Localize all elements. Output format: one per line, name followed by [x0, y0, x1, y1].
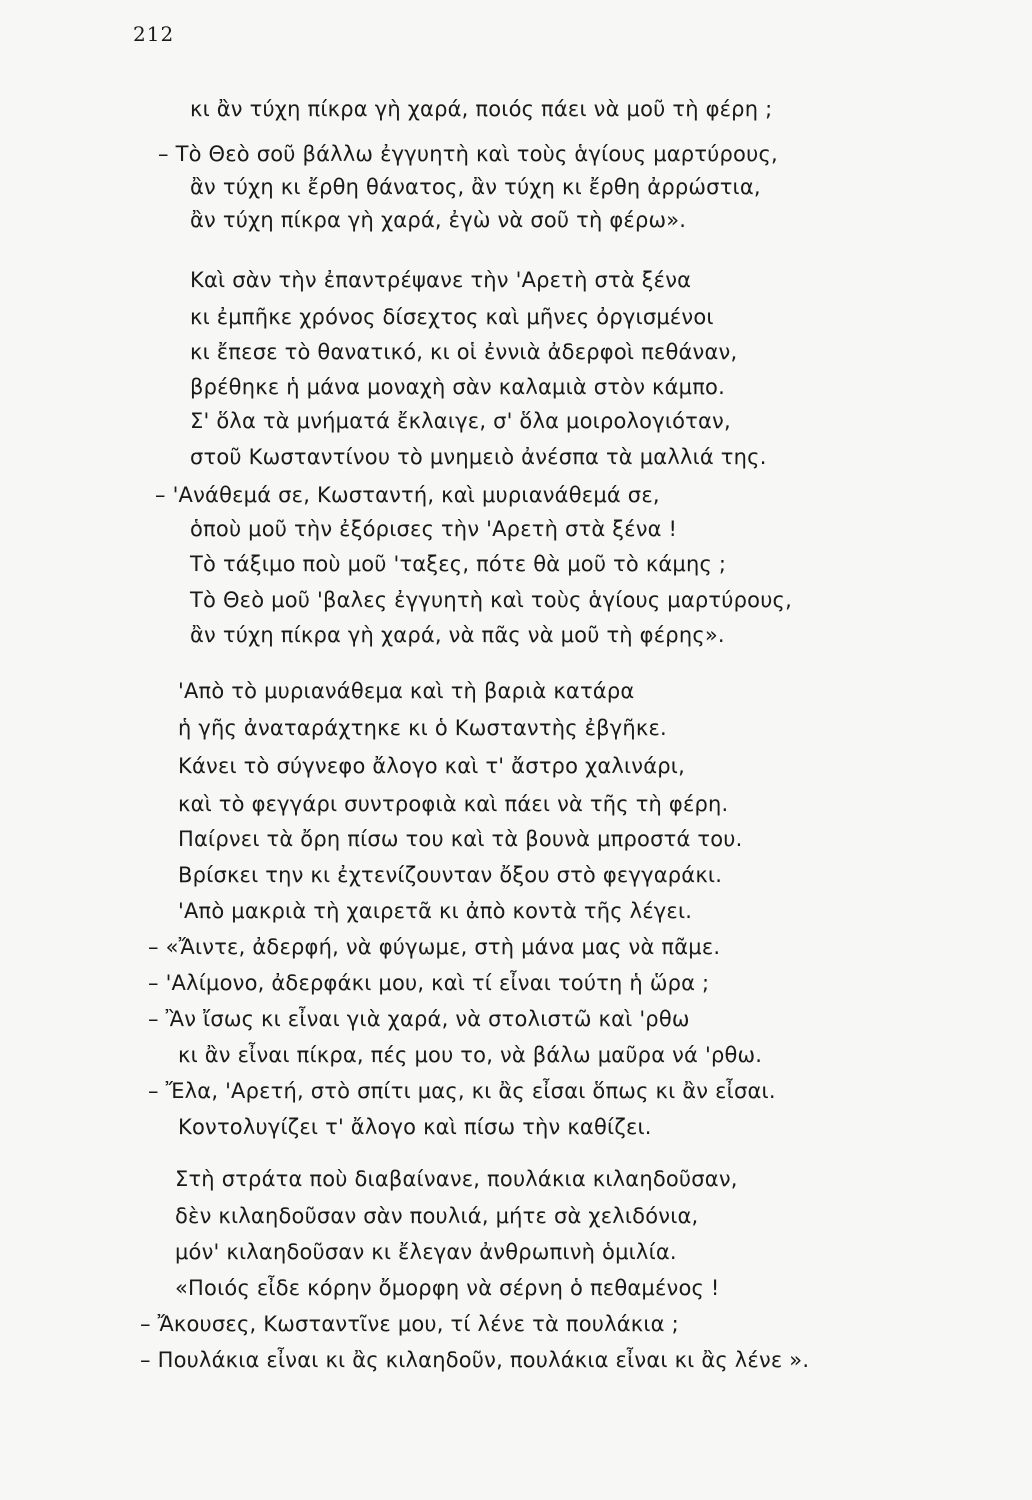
verse-line: ἡ γῆς ἀναταράχτηκε κι ὁ Κωσταντὴς ἐβγῆκε. [178, 716, 667, 740]
verse-line: 'Απὸ μακριὰ τὴ χαιρετᾶ κι ἀπὸ κοντὰ τῆς λέγει. [178, 899, 693, 923]
verse-line: – 'Αλίμονο, ἀδερφάκι μου, καὶ τί εἶναι τούτη ἡ ὥρα ; [148, 971, 710, 995]
verse-line: – 'Ανάθεμά σε, Κωσταντή, καὶ μυριανάθεμά σε, [155, 483, 660, 507]
verse-line: Βρίσκει την κι ἐχτενίζουνταν ὄξου στὸ φεγγαράκι. [178, 863, 723, 887]
page-number: 212 [133, 22, 175, 46]
verse-line: Τὸ τάξιμο ποὺ μοῦ 'ταξες, πότε θὰ μοῦ τὸ κάμης ; [190, 552, 727, 576]
verse-line: βρέθηκε ἡ μάνα μοναχὴ σὰν καλαμιὰ στὸν κάμπο. [190, 375, 725, 399]
verse-line: κι ἂν εἶναι πίκρα, πές μου το, νὰ βάλω μαῦρα νά 'ρθω. [178, 1043, 763, 1067]
verse-line: – Πουλάκια εἶναι κι ἂς κιλαηδοῦν, πουλάκια εἶναι κι ἂς λένε ». [140, 1348, 810, 1372]
verse-line: 'Απὸ τὸ μυριανάθεμα καὶ τὴ βαριὰ κατάρα [178, 679, 635, 703]
verse-line: κι ἂν τύχη πίκρα γὴ χαρά, ποιός πάει νὰ μοῦ τὴ φέρη ; [190, 97, 773, 121]
verse-line: Τὸ Θεὸ μοῦ 'βαλες ἐγγυητὴ καὶ τοὺς ἁγίους μαρτύρους, [190, 588, 792, 612]
verse-line: Κάνει τὸ σύγνεφο ἄλογο καὶ τ' ἄστρο χαλινάρι, [178, 754, 685, 778]
verse-line: Καὶ σὰν τὴν ἐπαντρέψανε τὴν 'Αρετὴ στὰ ξένα [190, 268, 692, 292]
verse-line: δὲν κιλαηδοῦσαν σὰν πουλιά, μήτε σὰ χελιδόνια, [175, 1204, 699, 1228]
verse-line: Παίρνει τὰ ὄρη πίσω του καὶ τὰ βουνὰ μπροστά του. [178, 827, 743, 851]
verse-line: Κοντολυγίζει τ' ἄλογο καὶ πίσω τὴν καθίζει. [178, 1115, 652, 1139]
verse-line: στοῦ Κωσταντίνου τὸ μνημειὸ ἀνέσπα τὰ μαλλιά της. [190, 445, 767, 469]
verse-line: – Τὸ Θεὸ σοῦ βάλλω ἐγγυητὴ καὶ τοὺς ἁγίους μαρτύρους, [158, 142, 778, 166]
verse-line: ὁποὺ μοῦ τὴν ἐξόρισες τὴν 'Αρετὴ στὰ ξένα ! [190, 517, 678, 541]
verse-line: Στὴ στράτα ποὺ διαβαίνανε, πουλάκια κιλαηδοῦσαν, [175, 1167, 738, 1191]
verse-line: μόν' κιλαηδοῦσαν κι ἔλεγαν ἀνθρωπινὴ ὁμιλία. [175, 1240, 677, 1264]
verse-line: ἂν τύχη κι ἔρθη θάνατος, ἂν τύχη κι ἔρθη ἀρρώστια, [190, 175, 761, 199]
verse-line: – Ἂν ἴσως κι εἶναι γιὰ χαρά, νὰ στολιστῶ καὶ 'ρθω [148, 1007, 690, 1031]
verse-line: Σ' ὅλα τὰ μνήματά ἔκλαιγε, σ' ὅλα μοιρολογιόταν, [190, 409, 731, 433]
verse-line: – «Ἄιντε, ἀδερφή, νὰ φύγωμε, στὴ μάνα μας νὰ πᾶμε. [148, 935, 721, 959]
verse-line: ἂν τύχη πίκρα γὴ χαρά, ἐγὼ νὰ σοῦ τὴ φέρω». [190, 208, 687, 232]
verse-line: καὶ τὸ φεγγάρι συντροφιὰ καὶ πάει νὰ τῆς τὴ φέρη. [178, 792, 729, 816]
verse-line: – Ἔλα, 'Αρετή, στὸ σπίτι μας, κι ἂς εἶσαι ὅπως κι ἂν εἶσαι. [148, 1079, 776, 1103]
verse-line: – Ἄκουσες, Κωσταντῖνε μου, τί λένε τὰ πουλάκια ; [140, 1312, 679, 1336]
verse-line: ἂν τύχη πίκρα γὴ χαρά, νὰ πᾶς νὰ μοῦ τὴ φέρης». [190, 623, 725, 647]
verse-line: κι ἐμπῆκε χρόνος δίσεχτος καὶ μῆνες ὀργισμένοι [190, 305, 714, 329]
verse-line: «Ποιός εἶδε κόρην ὄμορφη νὰ σέρνη ὁ πεθαμένος ! [175, 1276, 720, 1300]
verse-line: κι ἔπεσε τὸ θανατικό, κι οἱ ἐννιὰ ἀδερφοὶ πεθάναν, [190, 340, 738, 364]
